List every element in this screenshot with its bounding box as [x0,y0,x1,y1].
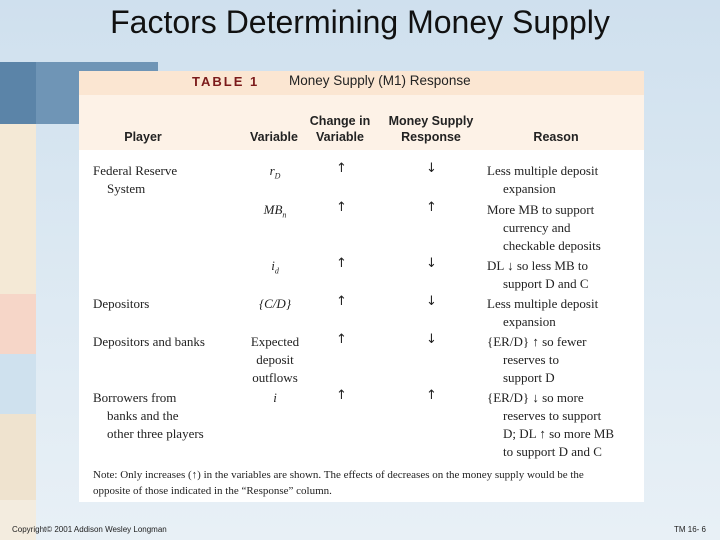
header-change-line2: Variable [316,130,364,144]
decor-stripe-tan [0,414,36,500]
table-name: Money Supply (M1) Response [289,73,471,88]
row2-reason: More MB to support currency and checkable deposits [487,202,601,253]
row3-reason: DL ↓ so less MB to support D and C [487,258,589,291]
page-number: TM 16- 6 [674,525,707,534]
copyright-text: Copyright© 2001 Addison Wesley Longman [12,525,167,534]
row2-variable: $MB_n$ [263,202,287,220]
header-response-line1: Money Supply [388,114,474,128]
row1-change-arrow: ↑ [336,161,347,176]
row4-reason: Less multiple deposit expansion [487,296,599,329]
row6-change-arrow: ↑ [336,388,347,403]
row5-variable: Expected deposit outflows [250,334,300,385]
row6-variable: i [273,390,277,405]
decor-stripe-cream [0,124,36,294]
row5-reason: {ER/D} ↑ so fewer reserves to support D [487,334,587,385]
slide-title: Factors Determining Money Supply [110,4,610,40]
row2-change-arrow: ↑ [336,200,347,215]
decor-stripe-beige [0,500,36,540]
decor-stripe-lightblue [0,354,36,414]
row1-response-arrow: ↓ [426,161,437,176]
row6-response-arrow: ↑ [426,388,437,403]
row1-player: Federal Reserve System [93,163,178,196]
decor-stripe-peach [0,294,36,354]
header-player: Player [124,130,162,144]
table-label: TABLE 1 [192,74,260,89]
row3-variable: $i_d$ [271,258,279,276]
row4-response-arrow: ↓ [426,294,437,309]
row5-response-arrow: ↓ [426,332,437,347]
row1-variable: $r_D$ [269,163,281,181]
header-variable: Variable [250,130,298,144]
header-reason: Reason [533,130,579,144]
header-change-line1: Change in [309,114,371,128]
decor-stripe-blue [0,62,36,124]
row4-player: Depositors [93,296,150,311]
row5-change-arrow: ↑ [336,332,347,347]
row6-reason: {ER/D} ↓ so more reserves to support D; DL ↑ so more MB to support D and C [487,390,615,459]
row1-reason: Less multiple deposit expansion [487,163,599,196]
header-response-line2: Response [401,130,461,144]
table-note: Note: Only increases (↑) in the variables are shown. The effects of decreases on the money supply would be the opposite of those indicated in the “Response” column. [93,469,584,497]
row4-change-arrow: ↑ [336,294,347,309]
row4-variable: {C/D} [258,296,292,311]
row3-change-arrow: ↑ [336,256,347,271]
row2-response-arrow: ↑ [426,200,437,215]
row5-player: Depositors and banks [93,334,205,349]
row3-response-arrow: ↓ [426,256,437,271]
row6-player: Borrowers from banks and the other three players [93,390,204,441]
